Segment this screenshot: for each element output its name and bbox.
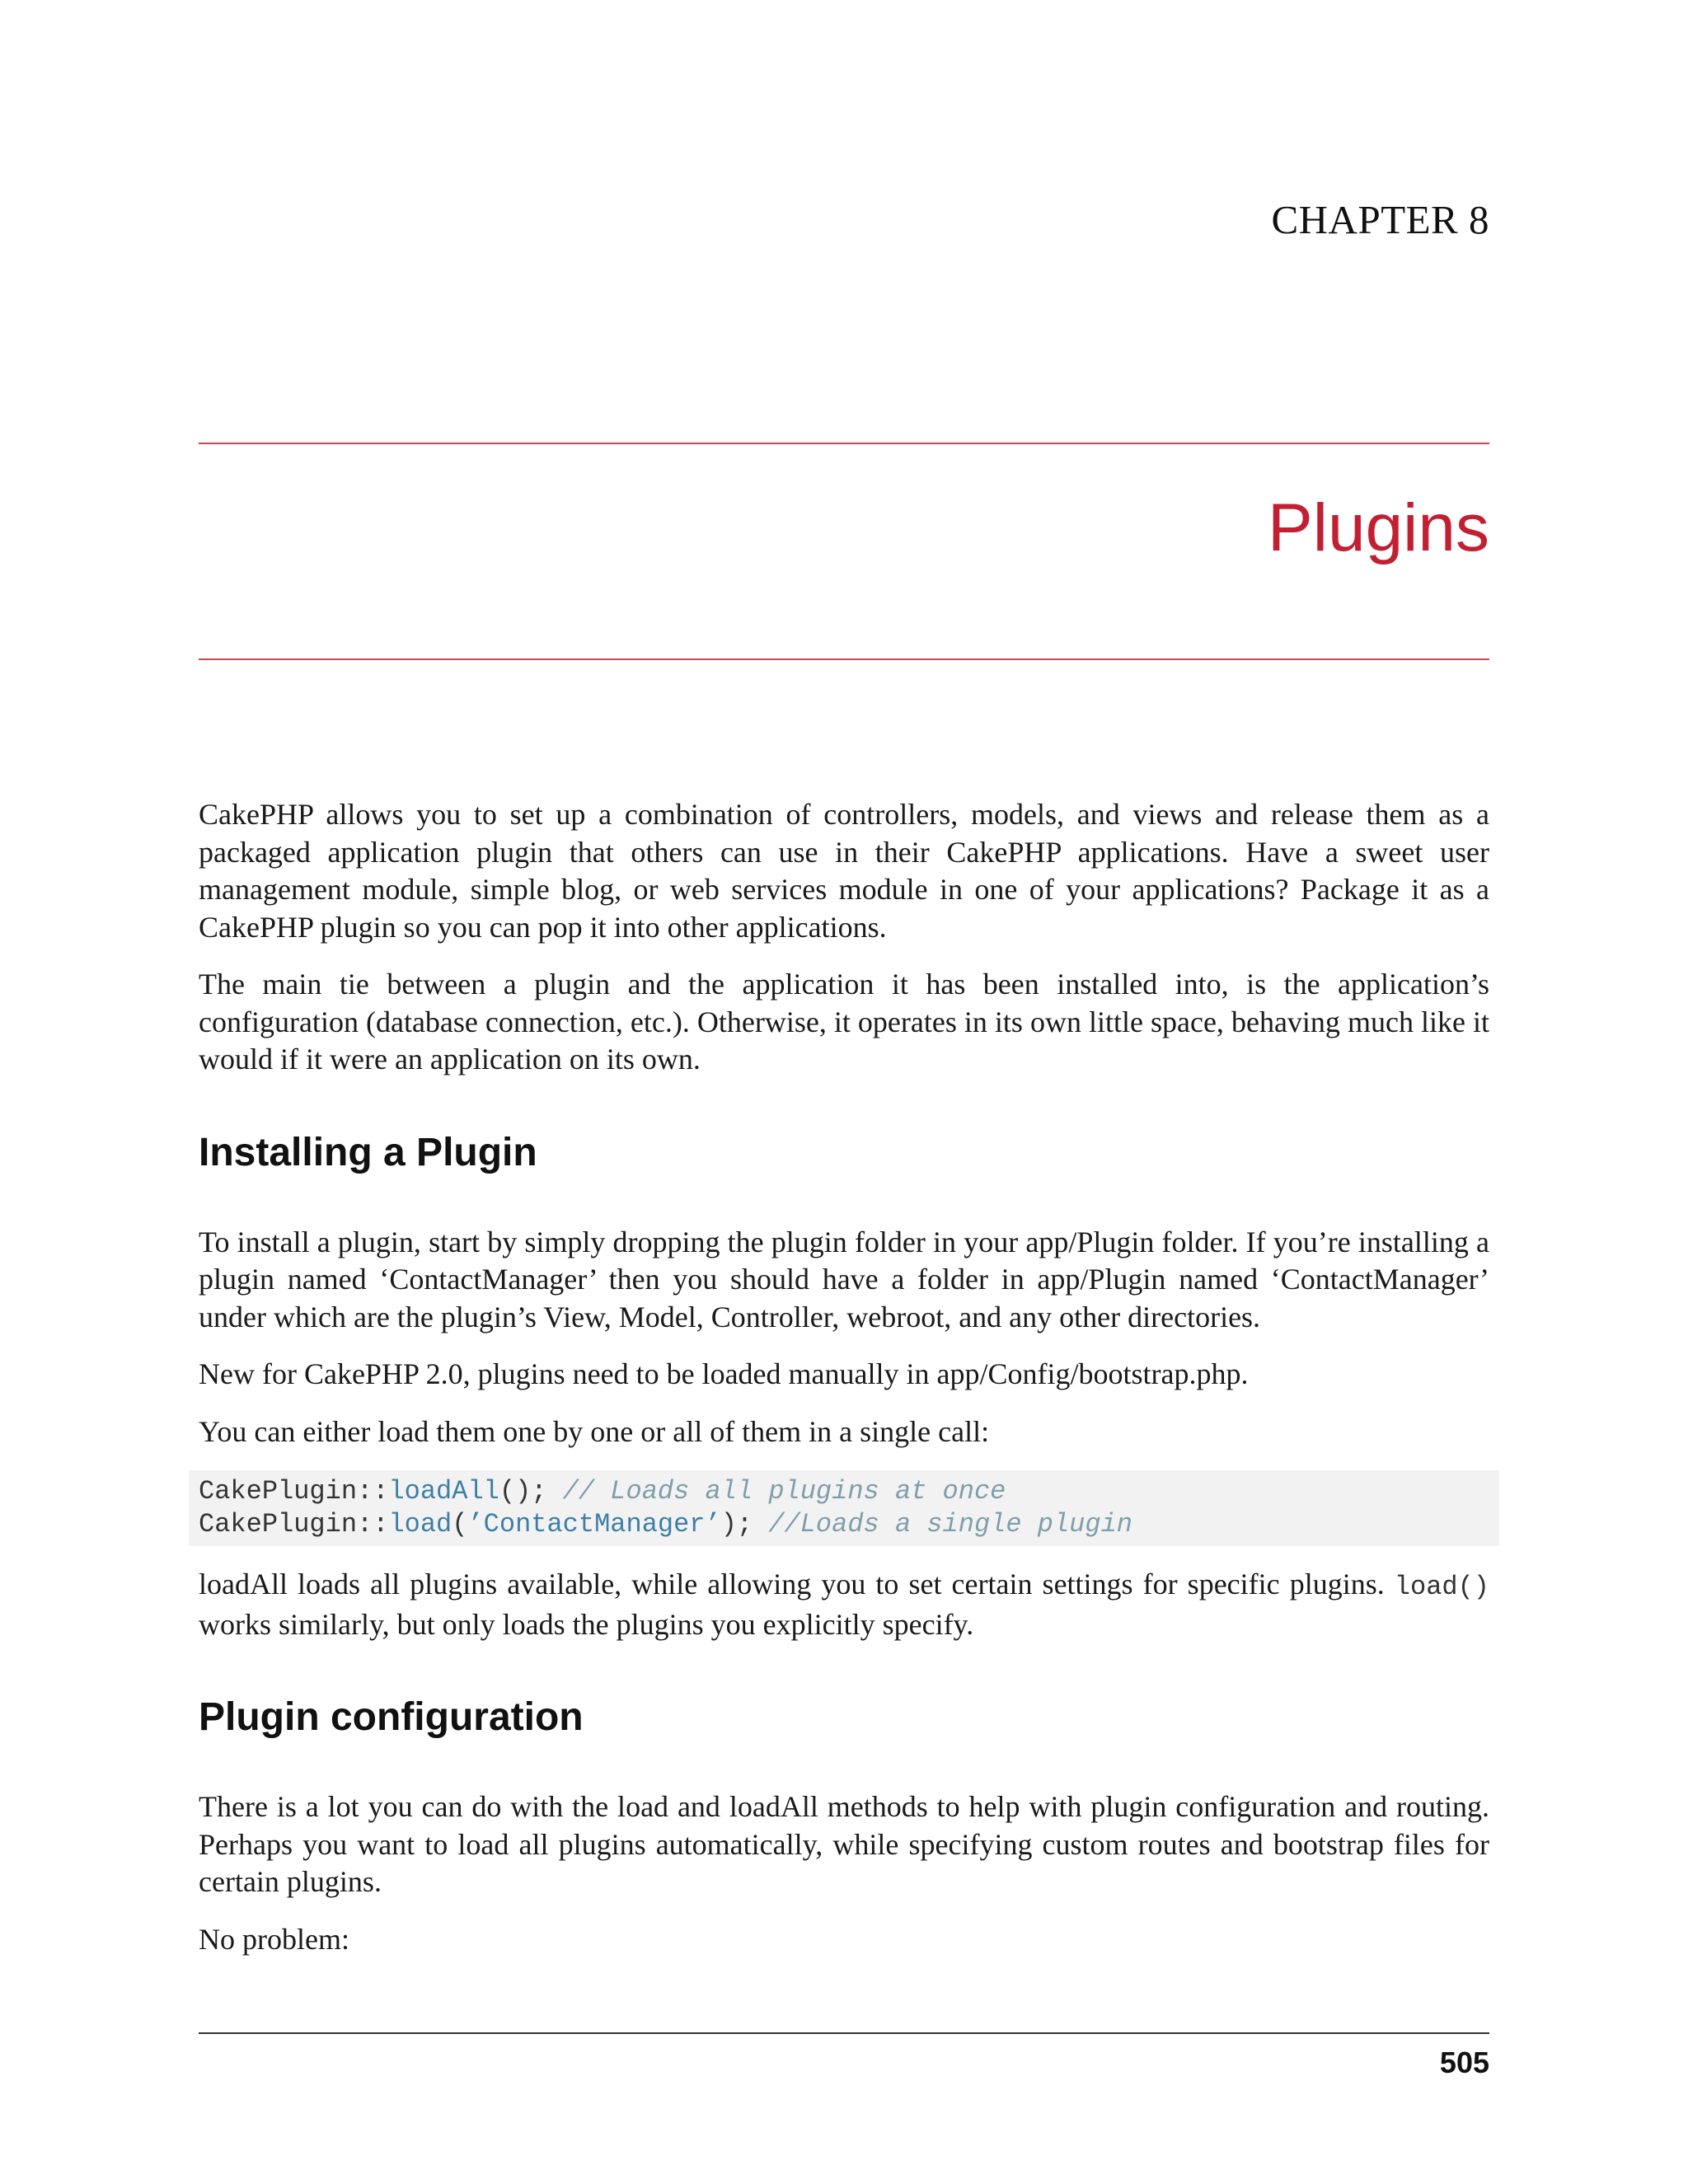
code-block xyxy=(189,1470,1499,1546)
chapter-title: Plugins xyxy=(1268,490,1489,565)
intro-paragraph-1: CakePHP allows you to set up a combination of controllers, models, and views and release them as a packaged application plugin that others can use in their CakePHP applications. Have a sweet user management module, simple blog, or web services module in one of your applications? Package it as a CakePHP plugin so you can pop it into other applications. xyxy=(199,798,1489,944)
intro-paragraph-2: The main tie between a plugin and the application it has been installed into, is the application’s configuration (database connection, etc.). Otherwise, it operates in its own little space, behaving much like it would if it were an application on its own. xyxy=(199,968,1489,1076)
installing-paragraph-3: You can either load them one by one or all of them in a single call: xyxy=(199,1414,990,1448)
code-method-name: load xyxy=(388,1509,452,1540)
title-bottom-rule xyxy=(199,658,1489,660)
installing-paragraph-2: New for CakePHP 2.0, plugins need to be loaded manually in app/Config/bootstrap.php. xyxy=(199,1357,1249,1390)
code-comment: //Loads a single plugin xyxy=(768,1509,1132,1540)
paragraph-text: works similarly, but only loads the plugins you explicitly specify. xyxy=(199,1607,974,1641)
configuration-paragraph-2: No problem: xyxy=(199,1922,349,1956)
code-class-name: CakePlugin:: xyxy=(199,1509,389,1540)
code-method-name: loadAll xyxy=(388,1476,499,1507)
code-class-name: CakePlugin:: xyxy=(199,1476,389,1507)
code-punctuation: ( xyxy=(452,1509,468,1540)
installing-paragraph-1: To install a plugin, start by simply dropping the plugin folder in your app/Plugin folder. If you’re installing a plugin named ‘ContactManager’ then you should have a folder in app/Plugin named ‘ContactManager’ under which are the plugin’s View, Model, Controller, webroot, and any other directories. xyxy=(199,1225,1489,1333)
code-string: ’ContactManager’ xyxy=(467,1509,721,1540)
code-punctuation: (); xyxy=(499,1476,563,1507)
installing-paragraph-4 xyxy=(199,1566,1489,1643)
page-number: 505 xyxy=(1439,2046,1489,2079)
code-comment: // Loads all plugins at once xyxy=(562,1476,1006,1507)
chapter-label: CHAPTER 8 xyxy=(1271,197,1489,242)
code-punctuation: ); xyxy=(720,1509,769,1540)
configuration-paragraph-1: There is a lot you can do with the load and loadAll methods to help with plugin configuration and routing. Perhaps you want to load all plugins automatically, while specifying custom routes and bootstrap files for certain plugins. xyxy=(199,1790,1489,1898)
section-heading-configuration: Plugin configuration xyxy=(199,1695,584,1739)
paragraph-text: loadAll loads all plugins available, while allowing you to set certain settings for specific plugins. xyxy=(199,1568,1395,1601)
title-top-rule xyxy=(199,443,1489,444)
section-heading-installing: Installing a Plugin xyxy=(199,1130,537,1174)
inline-code: load() xyxy=(1394,1572,1489,1602)
footer-rule xyxy=(199,2032,1489,2034)
main-content xyxy=(199,796,1489,1978)
